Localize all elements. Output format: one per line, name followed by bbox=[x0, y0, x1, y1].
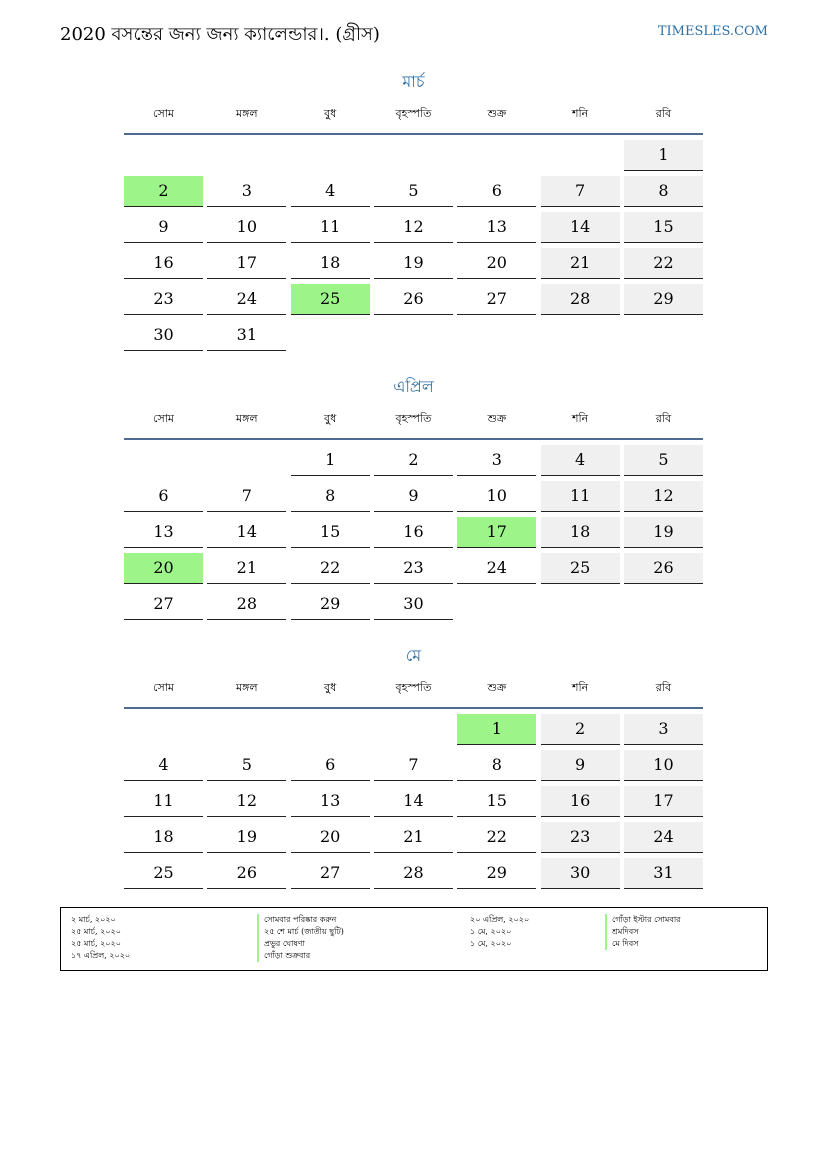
day-cell: 20 bbox=[457, 248, 536, 279]
day-grid bbox=[124, 714, 703, 889]
day-cell: 26 bbox=[374, 284, 453, 315]
day-cell: 3 bbox=[624, 714, 703, 745]
day-cell: 23 bbox=[541, 822, 620, 853]
weekday-label: বুধ bbox=[324, 107, 337, 120]
weekday-label: শনি bbox=[572, 681, 589, 694]
weekday-label: সোম bbox=[152, 107, 175, 120]
legend-date: ২ মার্চ, ২০২০ bbox=[71, 915, 116, 924]
weekday-label: শুক্র bbox=[487, 107, 507, 120]
weekday-label: মঙ্গল bbox=[236, 681, 258, 694]
holiday-day-cell: 1 bbox=[457, 714, 536, 745]
weekday-label: শনি bbox=[572, 107, 589, 120]
holiday-day-cell: 25 bbox=[291, 284, 370, 315]
month-title: মার্চ bbox=[402, 72, 425, 91]
day-cell: 19 bbox=[624, 517, 703, 548]
month-may bbox=[124, 643, 703, 889]
weekday-label: সোম bbox=[152, 412, 175, 425]
weekday-label: শুক্র bbox=[487, 681, 507, 694]
legend-date: ১ মে, ২০২০ bbox=[470, 939, 512, 948]
day-cell: 29 bbox=[624, 284, 703, 315]
site-link[interactable]: TIMESLES.COM bbox=[657, 24, 768, 39]
day-cell: 8 bbox=[457, 750, 536, 781]
day-cell: 7 bbox=[207, 481, 286, 512]
day-cell: 17 bbox=[207, 248, 286, 279]
day-cell: 30 bbox=[541, 858, 620, 889]
day-cell: 8 bbox=[291, 481, 370, 512]
day-cell: 2 bbox=[541, 714, 620, 745]
empty-cell bbox=[207, 140, 286, 171]
day-cell: 30 bbox=[374, 589, 453, 620]
day-cell: 21 bbox=[207, 553, 286, 584]
legend-dates-left bbox=[71, 914, 130, 962]
day-cell: 7 bbox=[541, 176, 620, 207]
day-cell: 28 bbox=[207, 589, 286, 620]
day-cell: 6 bbox=[291, 750, 370, 781]
day-cell: 13 bbox=[291, 786, 370, 817]
empty-cell bbox=[124, 714, 203, 745]
holiday-legend bbox=[60, 907, 768, 971]
day-cell: 19 bbox=[374, 248, 453, 279]
weekday-label: মঙ্গল bbox=[236, 412, 258, 425]
day-cell: 14 bbox=[541, 212, 620, 243]
day-cell: 31 bbox=[207, 320, 286, 351]
day-cell: 1 bbox=[291, 445, 370, 476]
legend-date: ২৫ মার্চ, ২০২০ bbox=[71, 927, 121, 936]
legend-holiday-name: ২৫ শে মার্চ (জাতীয় ছুটি) bbox=[257, 926, 344, 938]
empty-cell bbox=[291, 140, 370, 171]
day-cell: 4 bbox=[541, 445, 620, 476]
month-title: মে bbox=[405, 646, 422, 665]
empty-cell bbox=[374, 140, 453, 171]
day-cell: 4 bbox=[124, 750, 203, 781]
weekday-label: বৃহস্পতি bbox=[395, 681, 432, 694]
weekday-label: রবি bbox=[655, 681, 672, 694]
day-cell: 18 bbox=[124, 822, 203, 853]
empty-cell bbox=[541, 140, 620, 171]
day-cell: 24 bbox=[207, 284, 286, 315]
weekday-label: বুধ bbox=[324, 681, 337, 694]
month-march bbox=[124, 69, 703, 351]
day-cell: 11 bbox=[124, 786, 203, 817]
day-cell: 24 bbox=[624, 822, 703, 853]
legend-holiday-name: প্রভুর ঘোষণা bbox=[257, 938, 344, 950]
legend-holiday-name: শ্রমদিবস bbox=[605, 926, 681, 938]
legend-names-left bbox=[257, 914, 344, 962]
day-cell: 28 bbox=[374, 858, 453, 889]
day-cell: 27 bbox=[124, 589, 203, 620]
day-cell: 12 bbox=[624, 481, 703, 512]
day-cell: 21 bbox=[541, 248, 620, 279]
legend-dates-right bbox=[470, 914, 529, 950]
day-cell: 22 bbox=[624, 248, 703, 279]
day-cell: 3 bbox=[207, 176, 286, 207]
day-cell: 14 bbox=[207, 517, 286, 548]
day-cell: 31 bbox=[624, 858, 703, 889]
day-cell: 16 bbox=[374, 517, 453, 548]
day-cell: 27 bbox=[291, 858, 370, 889]
holiday-day-cell: 17 bbox=[457, 517, 536, 548]
legend-date: ১৭ এপ্রিল, ২০২০ bbox=[71, 951, 131, 960]
day-cell: 10 bbox=[207, 212, 286, 243]
day-cell: 5 bbox=[374, 176, 453, 207]
day-cell: 9 bbox=[124, 212, 203, 243]
day-cell: 10 bbox=[624, 750, 703, 781]
weekday-label: বুধ bbox=[324, 412, 337, 425]
day-cell: 16 bbox=[124, 248, 203, 279]
weekday-label: রবি bbox=[655, 412, 672, 425]
header-rule bbox=[124, 133, 703, 135]
day-cell: 29 bbox=[457, 858, 536, 889]
day-cell: 17 bbox=[624, 786, 703, 817]
weekday-label: শুক্র bbox=[487, 412, 507, 425]
day-cell: 16 bbox=[541, 786, 620, 817]
day-cell: 26 bbox=[207, 858, 286, 889]
day-cell: 6 bbox=[457, 176, 536, 207]
weekday-label: সোম bbox=[152, 681, 175, 694]
holiday-day-cell: 20 bbox=[124, 553, 203, 584]
empty-cell bbox=[124, 140, 203, 171]
legend-names-right bbox=[605, 914, 681, 950]
day-cell: 13 bbox=[457, 212, 536, 243]
holiday-day-cell: 2 bbox=[124, 176, 203, 207]
day-cell: 13 bbox=[124, 517, 203, 548]
day-cell: 5 bbox=[624, 445, 703, 476]
month-title: এপ্রিল bbox=[393, 377, 434, 396]
day-cell: 27 bbox=[457, 284, 536, 315]
day-cell: 18 bbox=[541, 517, 620, 548]
day-cell: 23 bbox=[124, 284, 203, 315]
weekday-header bbox=[124, 679, 703, 707]
empty-cell bbox=[457, 140, 536, 171]
day-cell: 30 bbox=[124, 320, 203, 351]
weekday-label: রবি bbox=[655, 107, 672, 120]
day-grid bbox=[124, 140, 703, 351]
day-cell: 4 bbox=[291, 176, 370, 207]
day-cell: 24 bbox=[457, 553, 536, 584]
day-cell: 9 bbox=[541, 750, 620, 781]
day-grid bbox=[124, 445, 703, 620]
day-cell: 1 bbox=[624, 140, 703, 171]
day-cell: 18 bbox=[291, 248, 370, 279]
empty-cell bbox=[207, 445, 286, 476]
page-header bbox=[60, 18, 768, 48]
header-rule bbox=[124, 707, 703, 709]
empty-cell bbox=[291, 714, 370, 745]
month-april bbox=[124, 374, 703, 620]
day-cell: 20 bbox=[291, 822, 370, 853]
weekday-header bbox=[124, 410, 703, 438]
day-cell: 29 bbox=[291, 589, 370, 620]
day-cell: 26 bbox=[624, 553, 703, 584]
day-cell: 15 bbox=[291, 517, 370, 548]
day-cell: 15 bbox=[624, 212, 703, 243]
legend-holiday-name: মে দিবস bbox=[605, 938, 681, 950]
day-cell: 19 bbox=[207, 822, 286, 853]
page-title: 2020 বসন্তের জন্য জন্য ক্যালেন্ডার।. (গ্রীস) bbox=[60, 24, 380, 45]
day-cell: 5 bbox=[207, 750, 286, 781]
day-cell: 25 bbox=[124, 858, 203, 889]
day-cell: 25 bbox=[541, 553, 620, 584]
legend-holiday-name: সোমবার পরিষ্কার করুন bbox=[257, 914, 344, 926]
day-cell: 6 bbox=[124, 481, 203, 512]
empty-cell bbox=[124, 445, 203, 476]
legend-date: ২৫ মার্চ, ২০২০ bbox=[71, 939, 121, 948]
empty-cell bbox=[374, 714, 453, 745]
day-cell: 7 bbox=[374, 750, 453, 781]
day-cell: 28 bbox=[541, 284, 620, 315]
weekday-label: বৃহস্পতি bbox=[395, 107, 432, 120]
legend-holiday-name: গোঁড়া ইস্টার সোমবার bbox=[605, 914, 681, 926]
day-cell: 14 bbox=[374, 786, 453, 817]
day-cell: 12 bbox=[207, 786, 286, 817]
day-cell: 9 bbox=[374, 481, 453, 512]
day-cell: 3 bbox=[457, 445, 536, 476]
weekday-label: শনি bbox=[572, 412, 589, 425]
legend-date: ১ মে, ২০২০ bbox=[470, 927, 512, 936]
legend-holiday-name: গোঁড়া শুক্রবার bbox=[257, 950, 344, 962]
day-cell: 8 bbox=[624, 176, 703, 207]
header-rule bbox=[124, 438, 703, 440]
legend-date: ২০ এপ্রিল, ২০২০ bbox=[470, 915, 530, 924]
weekday-header bbox=[124, 105, 703, 133]
day-cell: 12 bbox=[374, 212, 453, 243]
weekday-label: মঙ্গল bbox=[236, 107, 258, 120]
day-cell: 21 bbox=[374, 822, 453, 853]
day-cell: 2 bbox=[374, 445, 453, 476]
day-cell: 10 bbox=[457, 481, 536, 512]
weekday-label: বৃহস্পতি bbox=[395, 412, 432, 425]
day-cell: 11 bbox=[541, 481, 620, 512]
day-cell: 23 bbox=[374, 553, 453, 584]
day-cell: 22 bbox=[457, 822, 536, 853]
day-cell: 11 bbox=[291, 212, 370, 243]
day-cell: 22 bbox=[291, 553, 370, 584]
day-cell: 15 bbox=[457, 786, 536, 817]
empty-cell bbox=[207, 714, 286, 745]
